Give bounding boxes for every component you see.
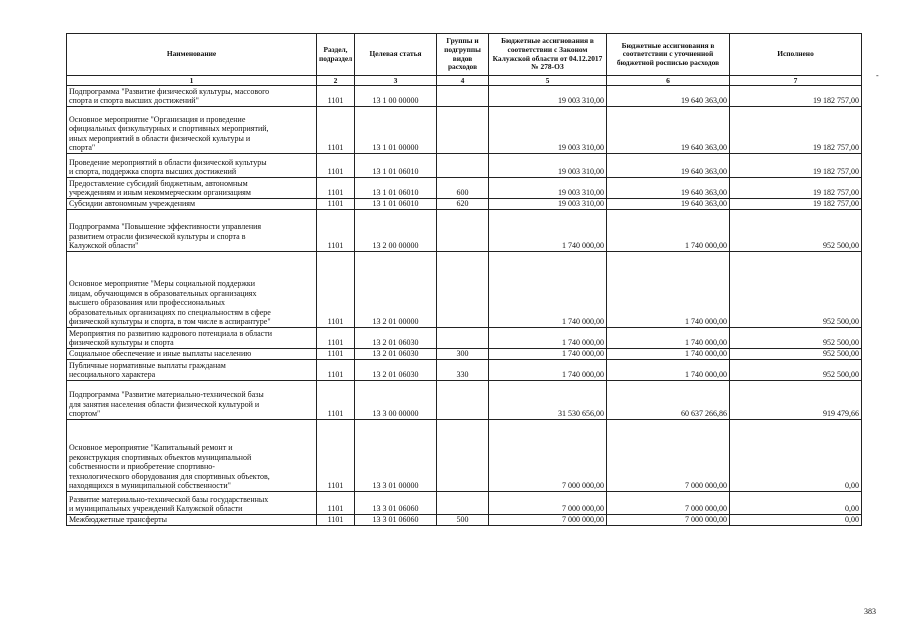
table-row bbox=[67, 360, 862, 381]
header-executed: Исполнено bbox=[730, 34, 862, 76]
row-section: 1101 bbox=[317, 515, 355, 526]
row-adjusted-amount: 7 000 000,00 bbox=[607, 420, 730, 492]
row-adjusted-amount: 19 640 363,00 bbox=[607, 199, 730, 210]
row-executed-amount: 0,00 bbox=[730, 515, 862, 526]
row-group: 600 bbox=[437, 178, 489, 199]
row-name: Основное мероприятие "Капитальный ремонт и реконструкция спортивных объектов муниципальной собственности и приобретение спортивно- технологического оборудования для спортивных объектов, находящихся в муниципальной собственности" bbox=[67, 420, 317, 492]
row-law-amount: 1 740 000,00 bbox=[489, 349, 607, 360]
row-executed-amount: 19 182 757,00 bbox=[730, 107, 862, 154]
budget-table bbox=[66, 33, 862, 526]
row-target: 13 2 01 00000 bbox=[355, 252, 437, 328]
row-adjusted-amount: 1 740 000,00 bbox=[607, 210, 730, 252]
row-group: 620 bbox=[437, 199, 489, 210]
table-row bbox=[67, 328, 862, 349]
header-groups: Группы и подгруппы видов расходов bbox=[437, 34, 489, 76]
row-name: Мероприятия по развитию кадрового потенциала в области физической культуры и спорта bbox=[67, 328, 317, 349]
row-section: 1101 bbox=[317, 492, 355, 515]
row-target: 13 3 00 00000 bbox=[355, 381, 437, 420]
row-executed-amount: 952 500,00 bbox=[730, 252, 862, 328]
row-executed-amount: 952 500,00 bbox=[730, 328, 862, 349]
row-section: 1101 bbox=[317, 210, 355, 252]
budget-sheet bbox=[66, 33, 862, 526]
row-target: 13 1 01 06010 bbox=[355, 154, 437, 178]
row-adjusted-amount: 1 740 000,00 bbox=[607, 349, 730, 360]
header-section: Раздел, подраздел bbox=[317, 34, 355, 76]
column-number: 7 bbox=[730, 76, 862, 86]
row-group bbox=[437, 154, 489, 178]
row-adjusted-amount: 1 740 000,00 bbox=[607, 252, 730, 328]
row-group bbox=[437, 252, 489, 328]
row-section: 1101 bbox=[317, 349, 355, 360]
row-law-amount: 1 740 000,00 bbox=[489, 360, 607, 381]
row-group bbox=[437, 328, 489, 349]
row-group bbox=[437, 381, 489, 420]
row-section: 1101 bbox=[317, 381, 355, 420]
header-row bbox=[67, 34, 862, 76]
page-number: 383 bbox=[864, 607, 876, 616]
row-name: Подпрограмма "Повышение эффективности управления развитием отрасли физической культуры и спорта в Калужской области" bbox=[67, 210, 317, 252]
row-target: 13 2 01 06030 bbox=[355, 328, 437, 349]
table-row bbox=[67, 349, 862, 360]
row-adjusted-amount: 19 640 363,00 bbox=[607, 107, 730, 154]
margin-mark: - bbox=[876, 71, 879, 80]
row-target: 13 2 00 00000 bbox=[355, 210, 437, 252]
row-adjusted-amount: 7 000 000,00 bbox=[607, 515, 730, 526]
row-executed-amount: 19 182 757,00 bbox=[730, 199, 862, 210]
header-name: Наименование bbox=[67, 34, 317, 76]
row-law-amount: 19 003 310,00 bbox=[489, 178, 607, 199]
row-name: Подпрограмма "Развитие материально-технической базы для занятия населения области физической культурой и спортом" bbox=[67, 381, 317, 420]
row-group bbox=[437, 210, 489, 252]
row-target: 13 3 01 06060 bbox=[355, 515, 437, 526]
row-section: 1101 bbox=[317, 360, 355, 381]
row-name: Межбюджетные трансферты bbox=[67, 515, 317, 526]
row-law-amount: 7 000 000,00 bbox=[489, 420, 607, 492]
row-law-amount: 1 740 000,00 bbox=[489, 328, 607, 349]
row-executed-amount: 952 500,00 bbox=[730, 349, 862, 360]
table-row bbox=[67, 515, 862, 526]
column-number: 6 bbox=[607, 76, 730, 86]
row-law-amount: 7 000 000,00 bbox=[489, 492, 607, 515]
row-adjusted-amount: 1 740 000,00 bbox=[607, 328, 730, 349]
row-executed-amount: 952 500,00 bbox=[730, 360, 862, 381]
row-target: 13 3 01 06060 bbox=[355, 492, 437, 515]
row-section: 1101 bbox=[317, 107, 355, 154]
row-name: Развитие материально-технической базы государственных и муниципальных учреждений Калужской области bbox=[67, 492, 317, 515]
row-group bbox=[437, 420, 489, 492]
row-executed-amount: 19 182 757,00 bbox=[730, 154, 862, 178]
row-target: 13 3 01 00000 bbox=[355, 420, 437, 492]
row-name: Публичные нормативные выплаты гражданам несоциального характера bbox=[67, 360, 317, 381]
row-section: 1101 bbox=[317, 154, 355, 178]
row-section: 1101 bbox=[317, 178, 355, 199]
row-adjusted-amount: 60 637 266,86 bbox=[607, 381, 730, 420]
column-number: 2 bbox=[317, 76, 355, 86]
row-group bbox=[437, 492, 489, 515]
table-row bbox=[67, 210, 862, 252]
table-row bbox=[67, 381, 862, 420]
header-target: Целевая статья bbox=[355, 34, 437, 76]
row-target: 13 1 01 00000 bbox=[355, 107, 437, 154]
row-executed-amount: 0,00 bbox=[730, 420, 862, 492]
table-row bbox=[67, 199, 862, 210]
row-executed-amount: 952 500,00 bbox=[730, 210, 862, 252]
row-law-amount: 19 003 310,00 bbox=[489, 199, 607, 210]
row-adjusted-amount: 1 740 000,00 bbox=[607, 360, 730, 381]
row-target: 13 1 01 06010 bbox=[355, 178, 437, 199]
row-name: Предоставление субсидий бюджетным, автономным учреждениям и иным некоммерческим организациям bbox=[67, 178, 317, 199]
row-adjusted-amount: 19 640 363,00 bbox=[607, 154, 730, 178]
column-number: 3 bbox=[355, 76, 437, 86]
row-section: 1101 bbox=[317, 86, 355, 107]
row-name: Подпрограмма "Развитие физической культуры, массового спорта и спорта высших достижений" bbox=[67, 86, 317, 107]
row-name: Основное мероприятие "Меры социальной поддержки лицам, обучающимся в образовательных организациях высшего образования или профессиональных образовательных организациях по специальностям в сфере физической культуры и спорта, в том числе в аспирантуре" bbox=[67, 252, 317, 328]
row-section: 1101 bbox=[317, 328, 355, 349]
table-row bbox=[67, 178, 862, 199]
row-law-amount: 1 740 000,00 bbox=[489, 252, 607, 328]
row-target: 13 2 01 06030 bbox=[355, 360, 437, 381]
row-target: 13 2 01 06030 bbox=[355, 349, 437, 360]
header-law: Бюджетные ассигнования в соответствии с Законом Калужской области от 04.12.2017 № 278-ОЗ bbox=[489, 34, 607, 76]
row-law-amount: 19 003 310,00 bbox=[489, 86, 607, 107]
row-executed-amount: 19 182 757,00 bbox=[730, 178, 862, 199]
row-group bbox=[437, 86, 489, 107]
column-number: 5 bbox=[489, 76, 607, 86]
row-group: 500 bbox=[437, 515, 489, 526]
row-adjusted-amount: 19 640 363,00 bbox=[607, 86, 730, 107]
table-row bbox=[67, 420, 862, 492]
row-section: 1101 bbox=[317, 252, 355, 328]
row-adjusted-amount: 7 000 000,00 bbox=[607, 492, 730, 515]
row-group bbox=[437, 107, 489, 154]
row-group: 330 bbox=[437, 360, 489, 381]
row-executed-amount: 19 182 757,00 bbox=[730, 86, 862, 107]
row-section: 1101 bbox=[317, 199, 355, 210]
row-adjusted-amount: 19 640 363,00 bbox=[607, 178, 730, 199]
table-row bbox=[67, 492, 862, 515]
header-adjusted: Бюджетные ассигнования в соответствии с уточненной бюджетной росписью расходов bbox=[607, 34, 730, 76]
row-executed-amount: 0,00 bbox=[730, 492, 862, 515]
row-law-amount: 1 740 000,00 bbox=[489, 210, 607, 252]
row-section: 1101 bbox=[317, 420, 355, 492]
row-group: 300 bbox=[437, 349, 489, 360]
row-name: Проведение мероприятий в области физической культуры и спорта, поддержка спорта высших достижений bbox=[67, 154, 317, 178]
table-row bbox=[67, 154, 862, 178]
row-law-amount: 31 530 656,00 bbox=[489, 381, 607, 420]
row-name: Основное мероприятие "Организация и проведение официальных физкультурных и спортивных мероприятий, иных мероприятий в области физической культуры и спорта" bbox=[67, 107, 317, 154]
table-row bbox=[67, 107, 862, 154]
row-law-amount: 19 003 310,00 bbox=[489, 107, 607, 154]
row-name: Субсидии автономным учреждениям bbox=[67, 199, 317, 210]
row-target: 13 1 01 06010 bbox=[355, 199, 437, 210]
row-law-amount: 19 003 310,00 bbox=[489, 154, 607, 178]
column-number: 4 bbox=[437, 76, 489, 86]
column-number-row bbox=[67, 76, 862, 86]
table-row bbox=[67, 252, 862, 328]
row-name: Социальное обеспечение и иные выплаты населению bbox=[67, 349, 317, 360]
column-number: 1 bbox=[67, 76, 317, 86]
row-law-amount: 7 000 000,00 bbox=[489, 515, 607, 526]
row-target: 13 1 00 00000 bbox=[355, 86, 437, 107]
row-executed-amount: 919 479,66 bbox=[730, 381, 862, 420]
table-row bbox=[67, 86, 862, 107]
